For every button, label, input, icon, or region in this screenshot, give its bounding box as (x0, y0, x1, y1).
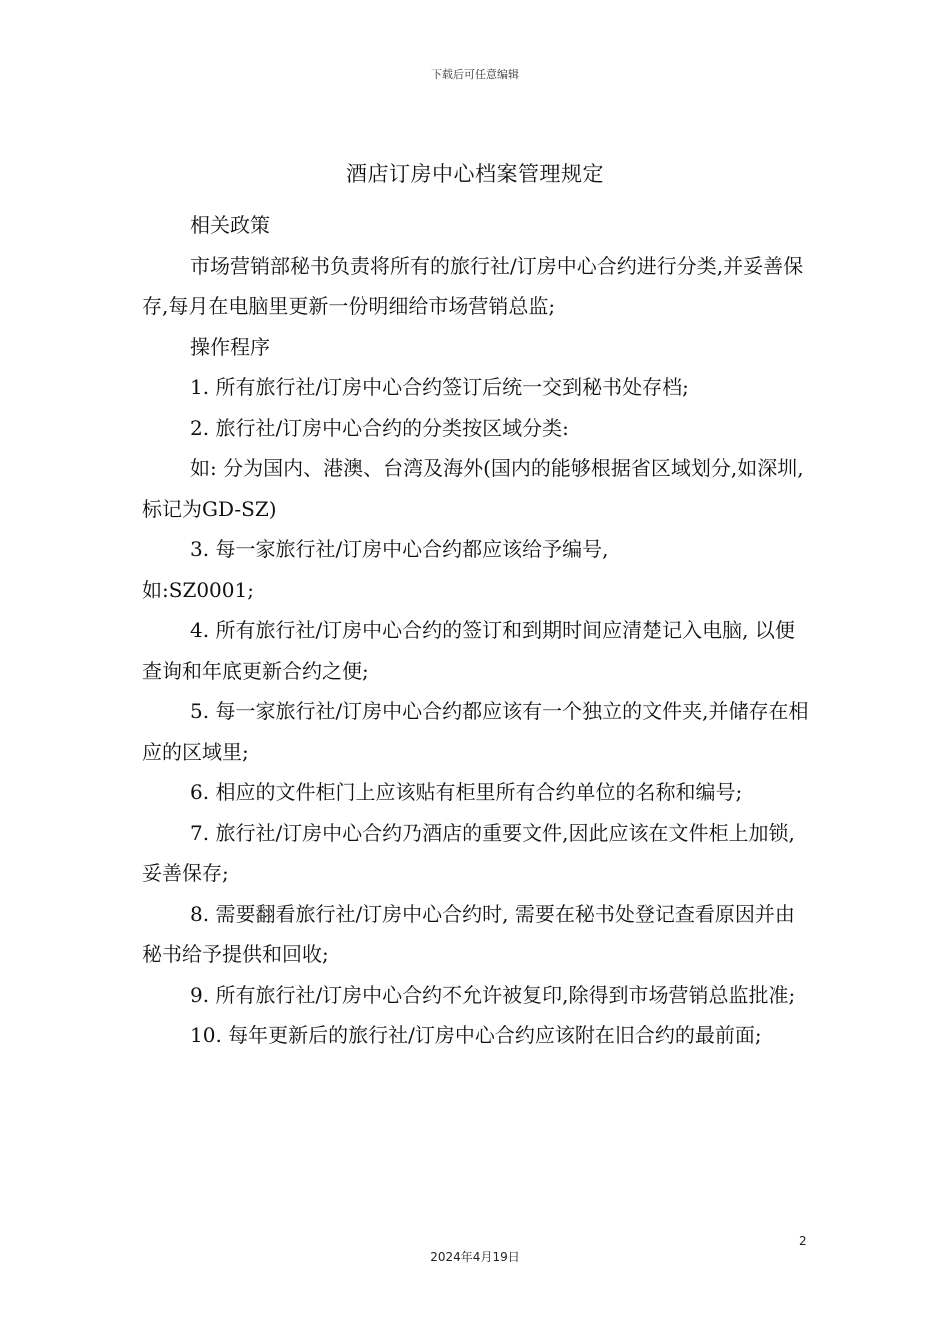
paragraph-policy: 市场营销部秘书负责将所有的旅行社/订房中心合约进行分类,并妥善保存,每月在电脑里更新一份明细给市场营销总监; (142, 253, 804, 318)
paragraph-item-7: 7. 旅行社/订房中心合约乃酒店的重要文件,因此应该在文件柜上加锁,妥善保存; (142, 820, 795, 885)
paragraph-example: 如: 分为国内、港澳、台湾及海外(国内的能够根据省区域划分,如深圳,标记为GD-SZ) (142, 456, 804, 521)
paragraph-item-4: 4. 所有旅行社/订房中心合约的签订和到期时间应清楚记入电脑, 以便查询和年底更新合约之便; (142, 618, 795, 683)
header-note: 下载后可任意编辑 (431, 68, 519, 81)
paragraph-item-1: 1. 所有旅行社/订房中心合约签订后统一交到秘书处存档; (190, 375, 689, 399)
paragraph-item-10: 10. 每年更新后的旅行社/订房中心合约应该附在旧合约的最前面; (190, 1023, 762, 1047)
paragraph-policy-heading: 相关政策 (190, 213, 270, 237)
paragraph-item-3-example: 如:SZ0001; (142, 577, 254, 602)
page-number: 2 (799, 1234, 807, 1248)
paragraph-item-8: 8. 需要翻看旅行社/订房中心合约时, 需要在秘书处登记查看原因并由秘书给予提供和回收; (142, 901, 795, 966)
paragraph-item-9: 9. 所有旅行社/订房中心合约不允许被复印,除得到市场营销总监批准; (190, 982, 796, 1007)
paragraph-item-3: 3. 每一家旅行社/订房中心合约都应该给予编号, (190, 537, 609, 561)
paragraph-item-5: 5. 每一家旅行社/订房中心合约都应该有一个独立的文件夹,并储存在相应的区域里; (142, 699, 809, 764)
document-title: 酒店订房中心档案管理规定 (346, 162, 604, 186)
footer-date: 2024年4月19日 (430, 1250, 520, 1264)
paragraph-procedure-heading: 操作程序 (190, 334, 270, 359)
paragraph-item-2: 2. 旅行社/订房中心合约的分类按区域分类: (190, 415, 569, 440)
paragraph-item-6: 6. 相应的文件柜门上应该贴有柜里所有合约单位的名称和编号; (190, 780, 743, 804)
document-body (142, 205, 814, 1056)
